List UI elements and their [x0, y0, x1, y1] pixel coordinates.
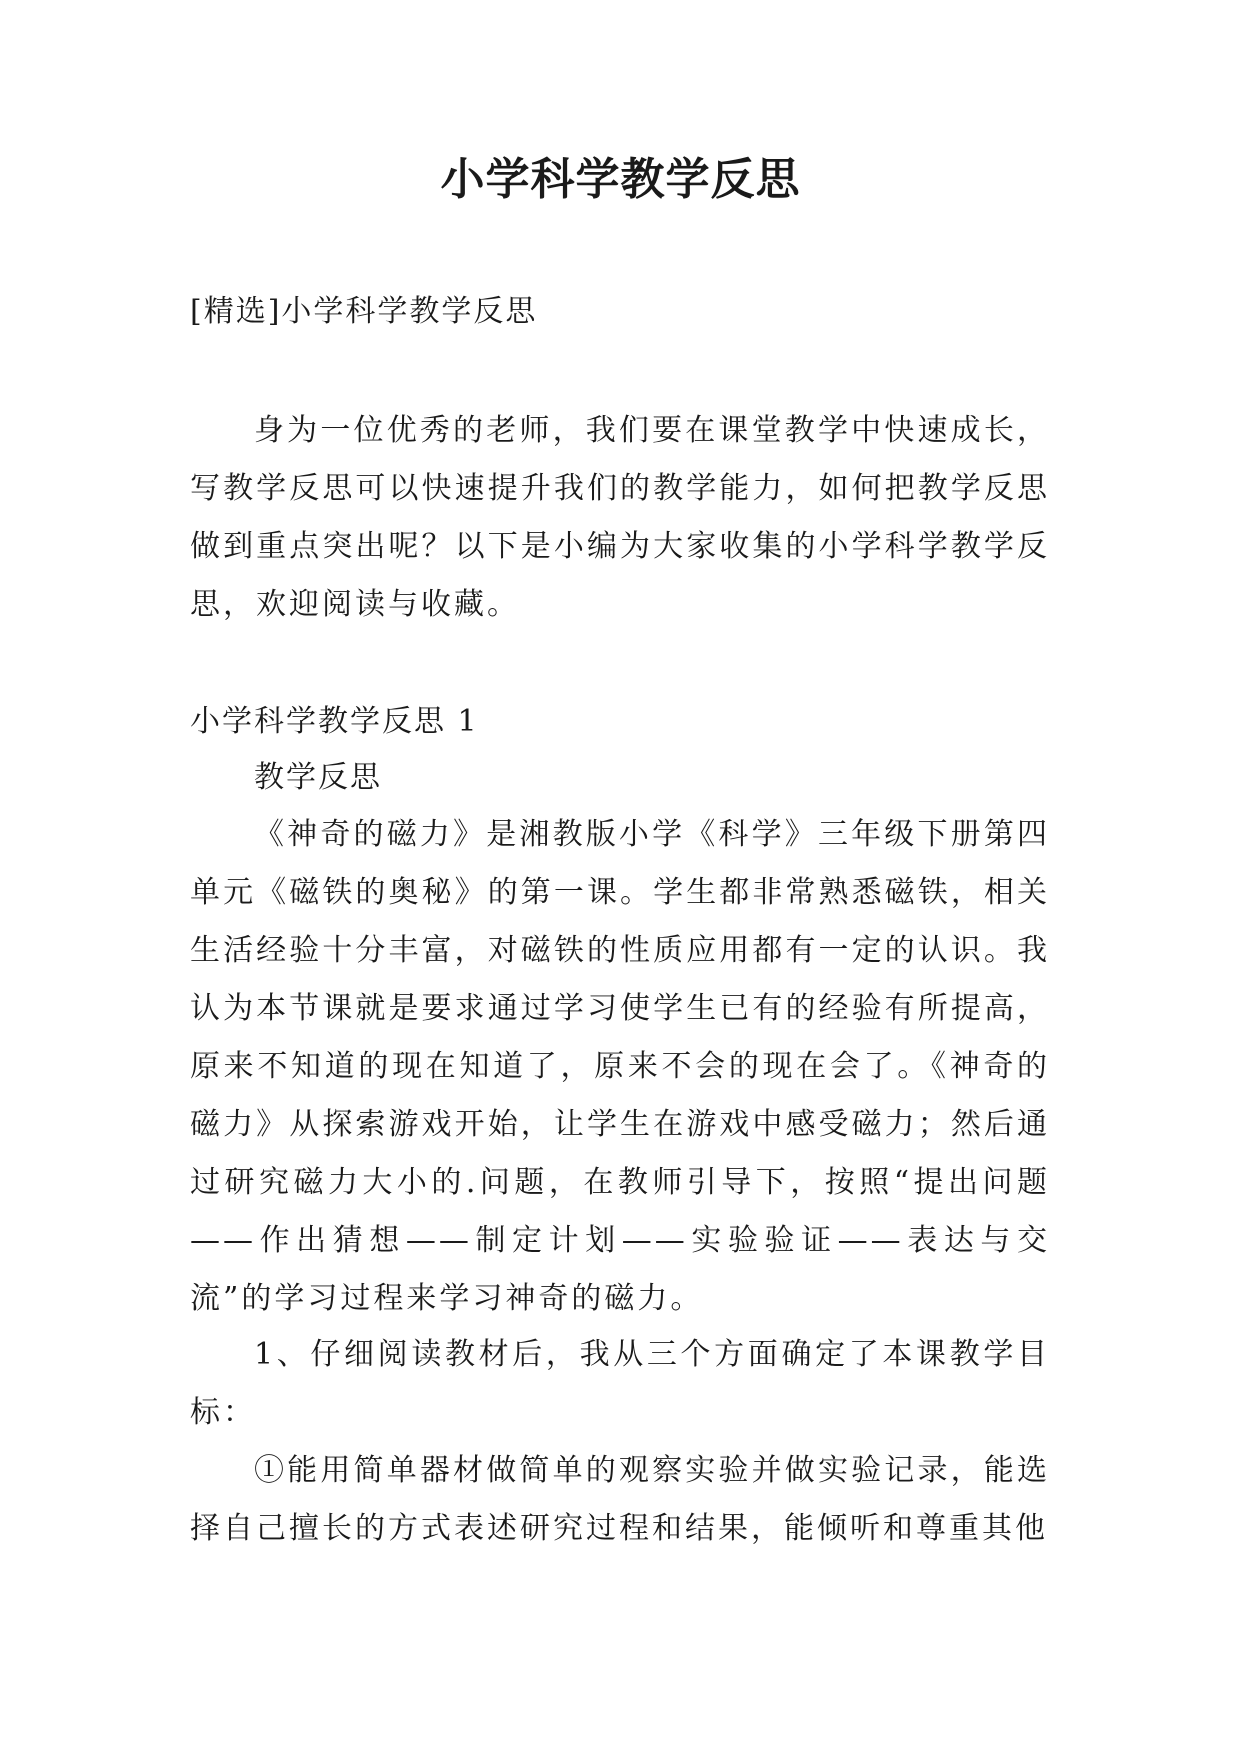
- document-subtitle: [精选]小学科学教学反思: [190, 294, 538, 329]
- body-paragraph: 《神奇的磁力》是湘教版小学《科学》三年级下册第四单元《磁铁的奥秘》的第一课。学生都非常熟悉磁铁，相关生活经验十分丰富，对磁铁的性质应用都有一定的认识。我认为本节课就是要求通过学习使学生已有的经验有所提高，原来不知道的现在知道了，原来不会的现在会了。《神奇的磁力》从探索游戏开始，让学生在游戏中感受磁力；然后通过研究磁力大小的.问题，在教师引导下，按照“提出问题——作出猜想——制定计划——实验验证——表达与交流”的学习过程来学习神奇的磁力。: [190, 817, 1050, 1316]
- sub-heading: 教学反思: [254, 760, 382, 795]
- body-paragraph: 1、仔细阅读教材后，我从三个方面确定了本课教学目标：: [190, 1337, 1050, 1430]
- body-paragraph: ①能用简单器材做简单的观察实验并做实验记录，能选择自己擅长的方式表述研究过程和结果，能倾听和尊重其他: [190, 1453, 1050, 1546]
- section-heading: 小学科学教学反思 1: [190, 704, 479, 739]
- intro-paragraph: 身为一位优秀的老师，我们要在课堂教学中快速成长，写教学反思可以快速提升我们的教学能力，如何把教学反思做到重点突出呢？以下是小编为大家收集的小学科学教学反思，欢迎阅读与收藏。: [190, 413, 1050, 622]
- page-title: 小学科学教学反思: [440, 154, 801, 205]
